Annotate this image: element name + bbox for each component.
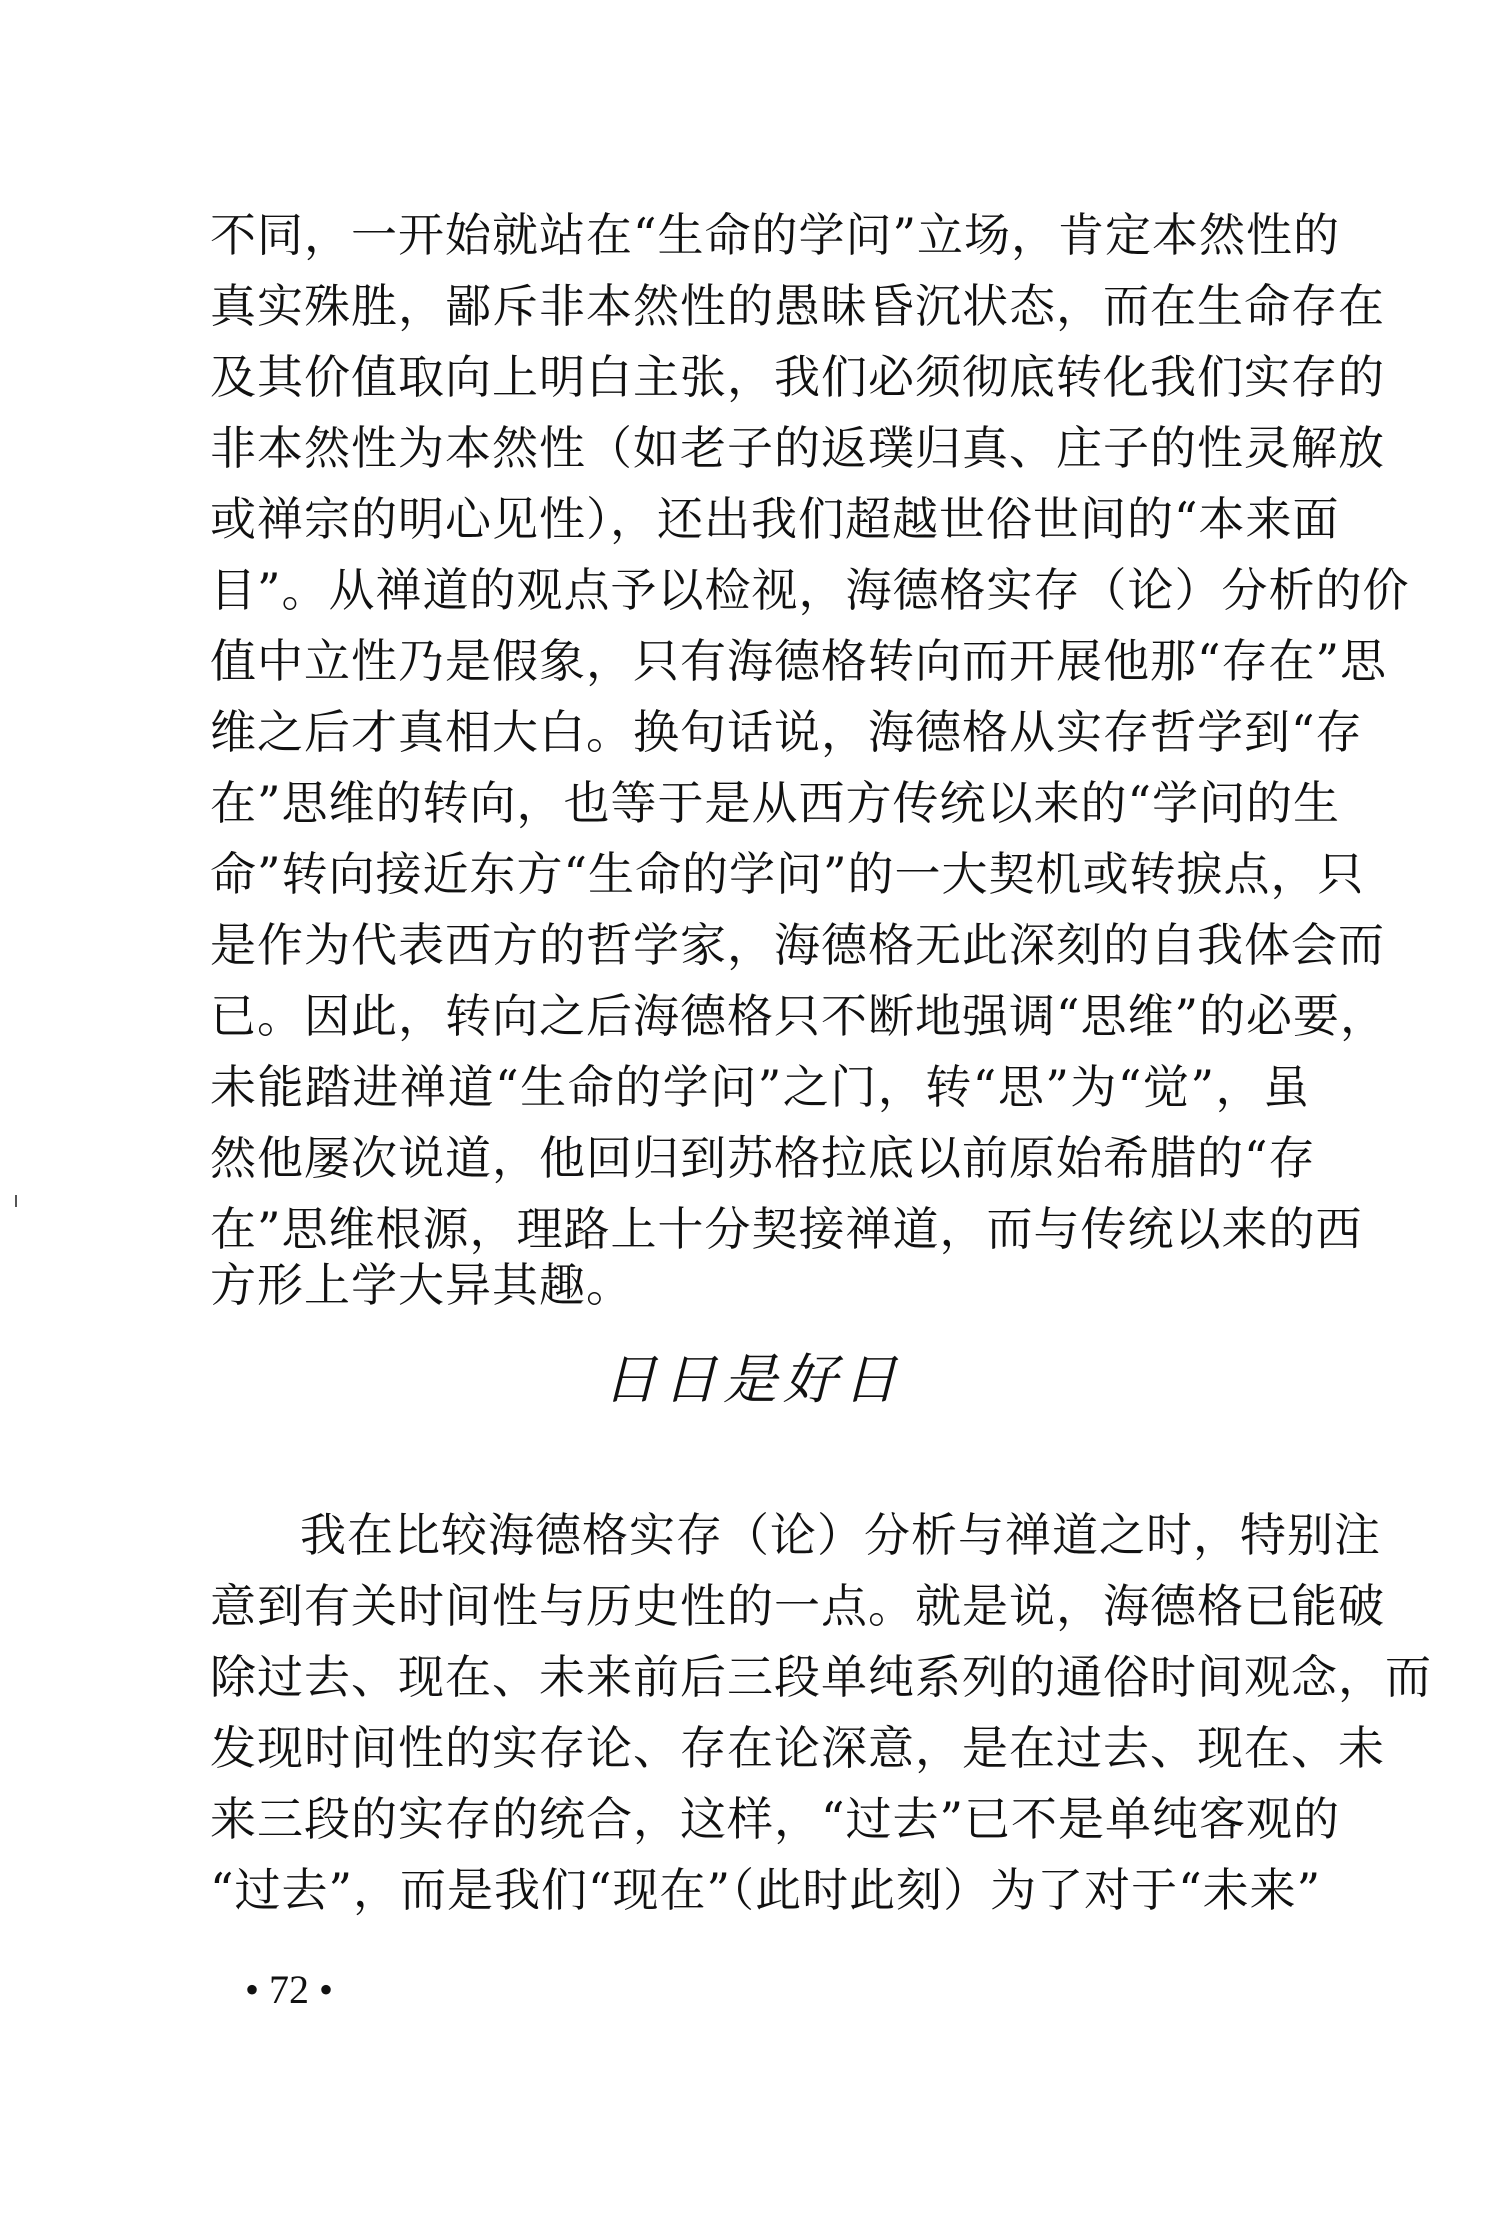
text-line: “过去”，而是我们“现在”（此时此刻）为了对于“未来”	[210, 1863, 1322, 1917]
text-line: 值中立性乃是假象，只有海德格转向而开展他那“存在”思	[210, 634, 1388, 688]
text-line: 来三段的实存的统合，这样，“过去”已不是单纯客观的	[210, 1792, 1341, 1846]
text-line: 维之后才真相大白。换句话说，海德格从实存哲学到“存	[210, 705, 1363, 759]
margin-mark	[15, 1195, 17, 1207]
text-line: 或禅宗的明心见性），还出我们超越世俗世间的“本来面	[210, 492, 1340, 546]
text-line: 目”。从禅道的观点予以检视，海德格实存（论）分析的价	[210, 563, 1410, 617]
page-number: • 72 •	[245, 1967, 334, 2012]
text-line: 意到有关时间性与历史性的一点。就是说，海德格已能破	[210, 1579, 1385, 1633]
text-line: 命”转向接近东方“生命的学问”的一大契机或转捩点，只	[210, 847, 1365, 901]
text-line: 真实殊胜，鄙斥非本然性的愚昧昏沉状态，而在生命存在	[210, 279, 1385, 333]
text-line: 未能踏进禅道“生命的学问”之门，转“思”为“觉”，虽	[210, 1060, 1310, 1114]
section-heading: 日日是好日	[603, 1348, 903, 1411]
text-line: 除过去、现在、未来前后三段单纯系列的通俗时间观念，而	[210, 1650, 1432, 1704]
text-line: 不同，一开始就站在“生命的学问”立场，肯定本然性的	[210, 208, 1341, 262]
text-line: 是作为代表西方的哲学家，海德格无此深刻的自我体会而	[210, 918, 1385, 972]
text-line: 非本然性为本然性（如老子的返璞归真、庄子的性灵解放	[210, 421, 1385, 475]
text-line: 在”思维的转向，也等于是从西方传统以来的“学问的生	[210, 776, 1341, 830]
text-line: 已。因此，转向之后海德格只不断地强调“思维”的必要，	[210, 989, 1388, 1043]
text-line: 发现时间性的实存论、存在论深意，是在过去、现在、未	[210, 1721, 1385, 1775]
text-line: 然他屡次说道，他回归到苏格拉底以前原始希腊的“存	[210, 1131, 1316, 1185]
text-line: 方形上学大异其趣。	[210, 1258, 633, 1312]
text-line: 在”思维根源，理路上十分契接禅道，而与传统以来的西	[210, 1202, 1363, 1256]
text-line: 及其价值取向上明白主张，我们必须彻底转化我们实存的	[210, 350, 1385, 404]
text-line: 我在比较海德格实存（论）分析与禅道之时，特别注	[300, 1508, 1381, 1562]
